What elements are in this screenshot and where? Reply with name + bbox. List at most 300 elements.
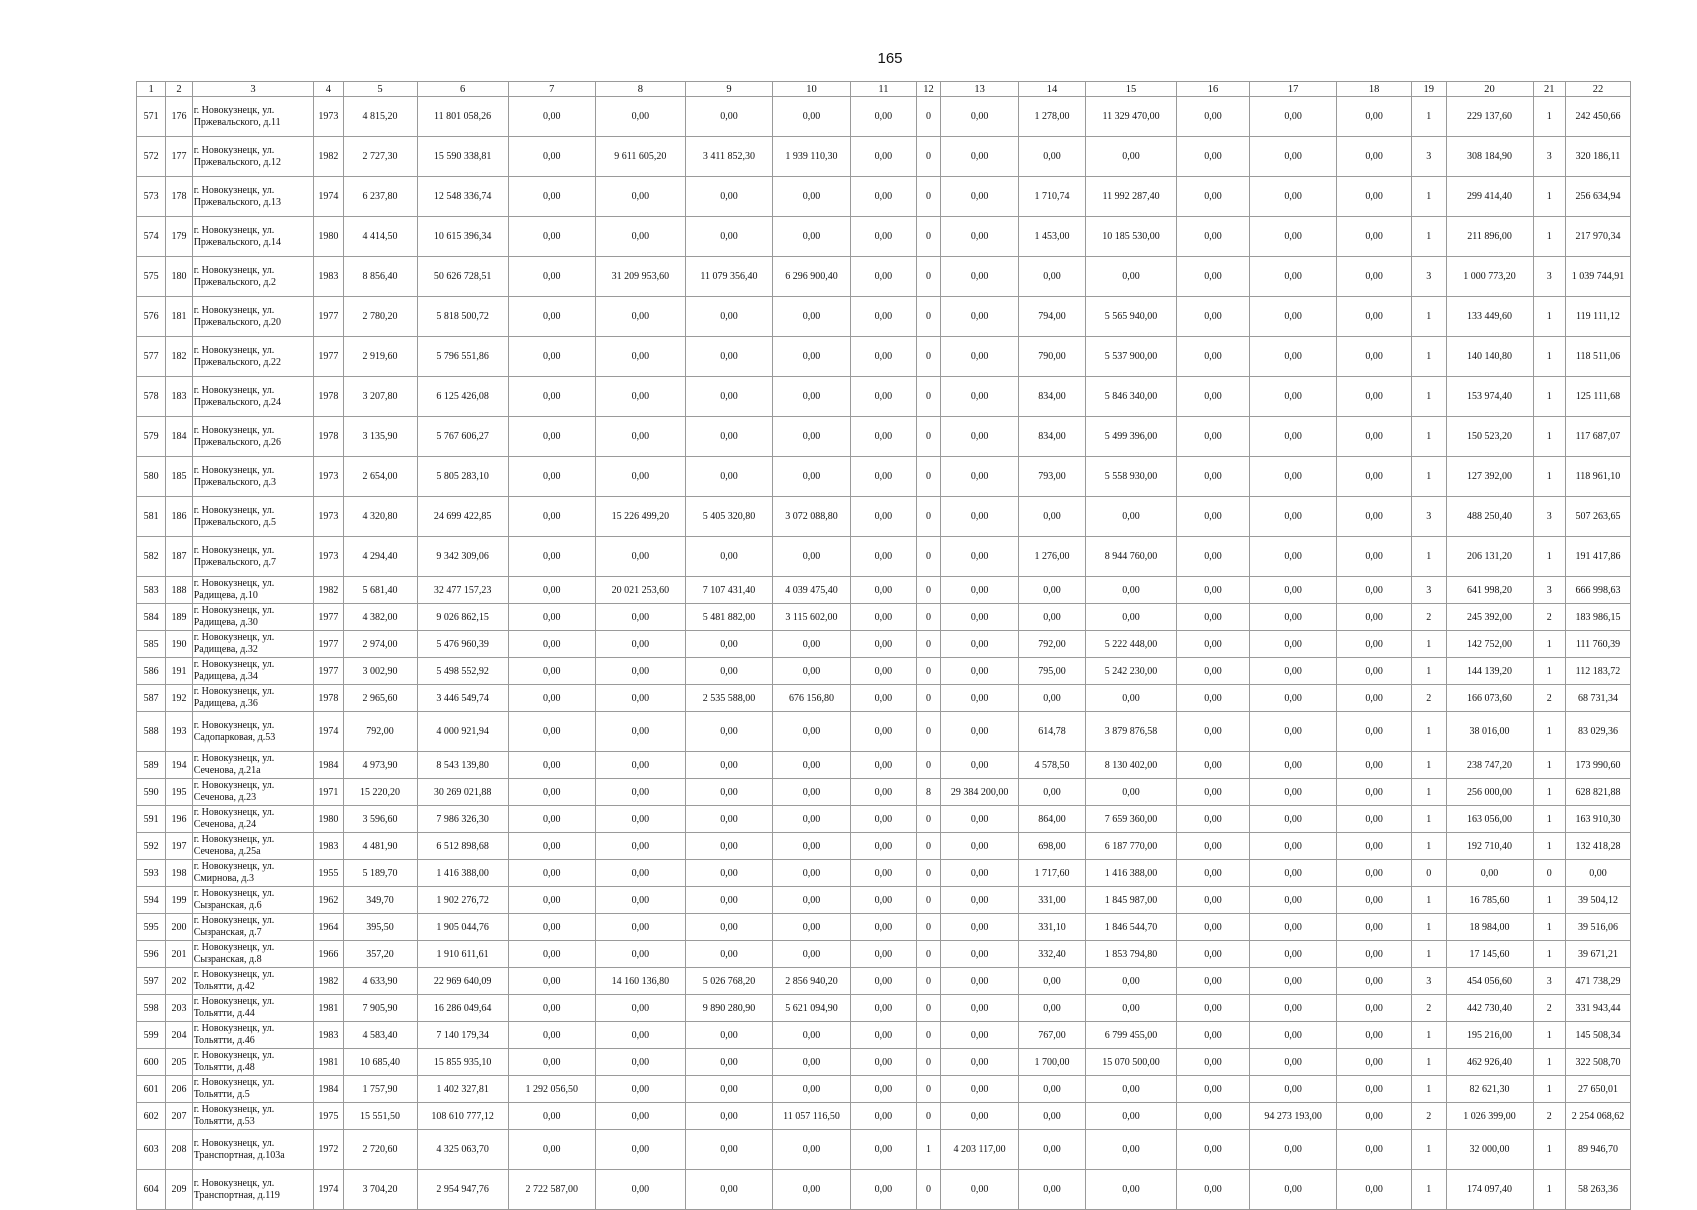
- column-header: 2: [166, 82, 192, 97]
- table-cell: 795,00: [1019, 658, 1086, 685]
- table-cell: 1: [1412, 806, 1446, 833]
- table-row: [137, 604, 1631, 631]
- table-cell: 0,00: [773, 1130, 851, 1170]
- table-cell: 8 130 402,00: [1085, 752, 1176, 779]
- table-cell: 5 846 340,00: [1085, 377, 1176, 417]
- table-row: [137, 497, 1631, 537]
- table-cell: 2: [1412, 1103, 1446, 1130]
- table-cell: 600: [137, 1049, 166, 1076]
- table-cell: 0,00: [1250, 577, 1337, 604]
- table-row: [137, 417, 1631, 457]
- table-row: [137, 941, 1631, 968]
- table-cell: 0,00: [1085, 1103, 1176, 1130]
- table-cell: 0,00: [685, 779, 772, 806]
- table-cell: 0,00: [508, 457, 595, 497]
- table-cell: 0: [916, 1103, 940, 1130]
- table-cell: 488 250,40: [1446, 497, 1533, 537]
- table-cell: 5 796 551,86: [417, 337, 508, 377]
- table-cell: 0,00: [1019, 497, 1086, 537]
- table-cell: 14 160 136,80: [595, 968, 685, 995]
- address-cell: г. Новокузнецк, ул. Пржевальского, д.7: [192, 537, 314, 577]
- table-cell: 0: [916, 658, 940, 685]
- table-cell: 3: [1533, 577, 1565, 604]
- table-cell: 1974: [314, 1170, 343, 1210]
- table-cell: 0,00: [595, 685, 685, 712]
- table-cell: 1: [1412, 297, 1446, 337]
- table-cell: 178: [166, 177, 192, 217]
- table-cell: 0,00: [850, 417, 916, 457]
- table-cell: 0,00: [1177, 97, 1250, 137]
- table-cell: 1 710,74: [1019, 177, 1086, 217]
- table-cell: 0,00: [595, 833, 685, 860]
- address-cell: г. Новокузнецк, ул. Тольятти, д.42: [192, 968, 314, 995]
- table-cell: 0,00: [595, 337, 685, 377]
- table-cell: 3: [1533, 968, 1565, 995]
- table-cell: 194: [166, 752, 192, 779]
- table-cell: 0,00: [1250, 137, 1337, 177]
- table-cell: 0,00: [1250, 995, 1337, 1022]
- table-cell: 94 273 193,00: [1250, 1103, 1337, 1130]
- table-cell: 1 278,00: [1019, 97, 1086, 137]
- table-cell: 0,00: [685, 417, 772, 457]
- table-cell: 1: [1533, 337, 1565, 377]
- table-cell: 592: [137, 833, 166, 860]
- table-cell: 331,00: [1019, 887, 1086, 914]
- table-cell: 0,00: [1085, 1076, 1176, 1103]
- table-cell: 1: [1412, 97, 1446, 137]
- table-cell: 593: [137, 860, 166, 887]
- table-cell: 1973: [314, 97, 343, 137]
- table-cell: 50 626 728,51: [417, 257, 508, 297]
- table-cell: 5 026 768,20: [685, 968, 772, 995]
- table-cell: 0,00: [850, 631, 916, 658]
- table-cell: 589: [137, 752, 166, 779]
- table-cell: 3 704,20: [343, 1170, 417, 1210]
- table-cell: 3 879 876,58: [1085, 712, 1176, 752]
- table-cell: 0,00: [850, 1022, 916, 1049]
- table-cell: 195: [166, 779, 192, 806]
- table-cell: 0,00: [1337, 1130, 1412, 1170]
- table-cell: 0,00: [850, 497, 916, 537]
- table-row: [137, 337, 1631, 377]
- table-cell: 0,00: [1177, 941, 1250, 968]
- table-cell: 576: [137, 297, 166, 337]
- table-row: [137, 257, 1631, 297]
- table-cell: 183 986,15: [1566, 604, 1631, 631]
- table-cell: 11 057 116,50: [773, 1103, 851, 1130]
- table-cell: 0,00: [773, 537, 851, 577]
- table-cell: 8 856,40: [343, 257, 417, 297]
- table-cell: 32 000,00: [1446, 1130, 1533, 1170]
- table-cell: 2: [1412, 685, 1446, 712]
- table-cell: 0,00: [1337, 752, 1412, 779]
- table-cell: 3: [1412, 257, 1446, 297]
- table-cell: 0,00: [685, 377, 772, 417]
- table-cell: 0: [916, 337, 940, 377]
- table-cell: 594: [137, 887, 166, 914]
- table-cell: 0,00: [1250, 685, 1337, 712]
- table-cell: 1955: [314, 860, 343, 887]
- table-cell: 0,00: [508, 137, 595, 177]
- table-cell: 0,00: [1337, 1170, 1412, 1210]
- table-cell: 189: [166, 604, 192, 631]
- table-cell: 1: [1533, 752, 1565, 779]
- table-cell: 0,00: [1250, 658, 1337, 685]
- table-cell: 0,00: [508, 995, 595, 1022]
- table-cell: 188: [166, 577, 192, 604]
- table-cell: 0,00: [1177, 457, 1250, 497]
- table-cell: 767,00: [1019, 1022, 1086, 1049]
- table-cell: 0,00: [1177, 497, 1250, 537]
- table-cell: 0,00: [685, 806, 772, 833]
- table-cell: 1983: [314, 257, 343, 297]
- table-cell: 0,00: [941, 1022, 1019, 1049]
- table-row: [137, 377, 1631, 417]
- table-cell: 0,00: [595, 1022, 685, 1049]
- table-cell: 0,00: [595, 658, 685, 685]
- table-cell: 2 856 940,20: [773, 968, 851, 995]
- table-cell: 0,00: [685, 658, 772, 685]
- table-cell: 1: [1412, 537, 1446, 577]
- table-cell: 2 965,60: [343, 685, 417, 712]
- table-cell: 0,00: [685, 752, 772, 779]
- table-cell: 0: [916, 806, 940, 833]
- table-row: [137, 177, 1631, 217]
- table-cell: 1980: [314, 806, 343, 833]
- table-cell: 0,00: [850, 1076, 916, 1103]
- table-cell: 0,00: [1250, 417, 1337, 457]
- table-cell: 454 056,60: [1446, 968, 1533, 995]
- table-cell: 0,00: [508, 97, 595, 137]
- column-header: 20: [1446, 82, 1533, 97]
- table-cell: 127 392,00: [1446, 457, 1533, 497]
- table-cell: 0,00: [941, 752, 1019, 779]
- table-cell: 183: [166, 377, 192, 417]
- table-cell: 2 954 947,76: [417, 1170, 508, 1210]
- table-cell: 0,00: [1250, 337, 1337, 377]
- table-cell: 1: [1533, 806, 1565, 833]
- table-row: [137, 779, 1631, 806]
- address-cell: г. Новокузнецк, ул. Радищева, д.34: [192, 658, 314, 685]
- table-cell: 4 578,50: [1019, 752, 1086, 779]
- table-cell: 1973: [314, 457, 343, 497]
- table-cell: 1982: [314, 968, 343, 995]
- table-cell: 0,00: [1337, 887, 1412, 914]
- table-cell: 1972: [314, 1130, 343, 1170]
- table-cell: 598: [137, 995, 166, 1022]
- table-cell: 177: [166, 137, 192, 177]
- table-cell: 6 799 455,00: [1085, 1022, 1176, 1049]
- table-cell: 0,00: [508, 1049, 595, 1076]
- table-cell: 0,00: [1177, 658, 1250, 685]
- table-cell: 1 757,90: [343, 1076, 417, 1103]
- table-cell: 208: [166, 1130, 192, 1170]
- table-cell: 0,00: [595, 1130, 685, 1170]
- table-cell: 0,00: [1177, 297, 1250, 337]
- table-cell: 0: [916, 537, 940, 577]
- table-cell: 0,00: [508, 377, 595, 417]
- address-cell: г. Новокузнецк, ул. Тольятти, д.5: [192, 1076, 314, 1103]
- table-cell: 0,00: [773, 97, 851, 137]
- table-cell: 0: [916, 257, 940, 297]
- table-cell: 0,00: [1085, 779, 1176, 806]
- column-header: 4: [314, 82, 343, 97]
- table-cell: 462 926,40: [1446, 1049, 1533, 1076]
- table-cell: 0,00: [1177, 1103, 1250, 1130]
- table-cell: 0,00: [850, 752, 916, 779]
- table-cell: 0: [916, 217, 940, 257]
- table-cell: 0,00: [1177, 137, 1250, 177]
- table-cell: 0,00: [595, 1170, 685, 1210]
- table-cell: 584: [137, 604, 166, 631]
- table-cell: 3: [1412, 137, 1446, 177]
- table-cell: 6 187 770,00: [1085, 833, 1176, 860]
- table-cell: 698,00: [1019, 833, 1086, 860]
- table-cell: 1981: [314, 1049, 343, 1076]
- table-cell: 0,00: [508, 887, 595, 914]
- address-cell: г. Новокузнецк, ул. Пржевальского, д.20: [192, 297, 314, 337]
- table-cell: 0,00: [685, 1022, 772, 1049]
- table-cell: 4 325 063,70: [417, 1130, 508, 1170]
- table-cell: 0,00: [1446, 860, 1533, 887]
- table-cell: 10 685,40: [343, 1049, 417, 1076]
- table-cell: 0,00: [1250, 860, 1337, 887]
- table-cell: 185: [166, 457, 192, 497]
- table-cell: 0,00: [1250, 604, 1337, 631]
- table-cell: 0,00: [685, 177, 772, 217]
- table-cell: 1: [1533, 457, 1565, 497]
- table-cell: 133 449,60: [1446, 297, 1533, 337]
- table-cell: 217 970,34: [1566, 217, 1631, 257]
- table-cell: 0,00: [1250, 1022, 1337, 1049]
- table-cell: 205: [166, 1049, 192, 1076]
- table-cell: 0,00: [508, 752, 595, 779]
- table-cell: 0,00: [773, 377, 851, 417]
- table-cell: 3 002,90: [343, 658, 417, 685]
- table-cell: 0,00: [850, 860, 916, 887]
- table-cell: 1983: [314, 833, 343, 860]
- table-cell: 0,00: [941, 631, 1019, 658]
- table-cell: 144 139,20: [1446, 658, 1533, 685]
- table-row: [137, 806, 1631, 833]
- table-cell: 1977: [314, 337, 343, 377]
- table-cell: 0: [916, 497, 940, 537]
- table-cell: 3: [1412, 577, 1446, 604]
- table-cell: 603: [137, 1130, 166, 1170]
- table-cell: 176: [166, 97, 192, 137]
- table-cell: 7 986 326,30: [417, 806, 508, 833]
- table-cell: 1977: [314, 604, 343, 631]
- table-cell: 6 296 900,40: [773, 257, 851, 297]
- table-cell: 0,00: [685, 537, 772, 577]
- table-cell: 0,00: [685, 1076, 772, 1103]
- address-cell: г. Новокузнецк, ул. Радищева, д.30: [192, 604, 314, 631]
- table-cell: 0,00: [941, 97, 1019, 137]
- table-cell: 1982: [314, 137, 343, 177]
- table-cell: 0: [916, 377, 940, 417]
- table-row: [137, 968, 1631, 995]
- table-row: [137, 137, 1631, 177]
- table-cell: 0,00: [1337, 806, 1412, 833]
- table-cell: 118 961,10: [1566, 457, 1631, 497]
- table-cell: 0,00: [850, 806, 916, 833]
- table-cell: 5 767 606,27: [417, 417, 508, 457]
- table-cell: 1966: [314, 941, 343, 968]
- table-cell: 0,00: [685, 1170, 772, 1210]
- table-cell: 1982: [314, 577, 343, 604]
- table-row: [137, 217, 1631, 257]
- table-cell: 0,00: [1085, 604, 1176, 631]
- table-cell: 0,00: [685, 457, 772, 497]
- table-cell: 0,00: [508, 1022, 595, 1049]
- table-cell: 0,00: [850, 914, 916, 941]
- table-cell: 187: [166, 537, 192, 577]
- table-cell: 0,00: [850, 177, 916, 217]
- table-cell: 1 905 044,76: [417, 914, 508, 941]
- table-cell: 238 747,20: [1446, 752, 1533, 779]
- register-table: [136, 81, 1631, 1210]
- table-cell: 0: [916, 97, 940, 137]
- table-cell: 471 738,29: [1566, 968, 1631, 995]
- table-cell: 0,00: [941, 577, 1019, 604]
- table-cell: 15 220,20: [343, 779, 417, 806]
- table-cell: 163 056,00: [1446, 806, 1533, 833]
- table-cell: 0,00: [595, 1076, 685, 1103]
- table-cell: 2: [1533, 1103, 1565, 1130]
- table-cell: 0,00: [1250, 1130, 1337, 1170]
- table-cell: 0,00: [1177, 377, 1250, 417]
- table-cell: 0,00: [941, 712, 1019, 752]
- table-cell: 1978: [314, 417, 343, 457]
- table-cell: 0,00: [508, 177, 595, 217]
- address-cell: г. Новокузнецк, ул. Садопарковая, д.53: [192, 712, 314, 752]
- address-cell: г. Новокузнецк, ул. Радищева, д.32: [192, 631, 314, 658]
- table-cell: 0,00: [685, 887, 772, 914]
- table-cell: 5 621 094,90: [773, 995, 851, 1022]
- table-cell: 0,00: [773, 177, 851, 217]
- table-cell: 0,00: [773, 1049, 851, 1076]
- table-cell: 209: [166, 1170, 192, 1210]
- address-cell: г. Новокузнецк, ул. Пржевальского, д.3: [192, 457, 314, 497]
- table-cell: 5 498 552,92: [417, 658, 508, 685]
- table-cell: 357,20: [343, 941, 417, 968]
- table-cell: 0: [916, 177, 940, 217]
- table-cell: 9 026 862,15: [417, 604, 508, 631]
- table-cell: 332,40: [1019, 941, 1086, 968]
- table-cell: 186: [166, 497, 192, 537]
- table-row: [137, 887, 1631, 914]
- table-cell: 0,00: [773, 297, 851, 337]
- table-cell: 2 654,00: [343, 457, 417, 497]
- table-cell: 0,00: [1250, 1049, 1337, 1076]
- table-cell: 3: [1412, 968, 1446, 995]
- table-row: [137, 577, 1631, 604]
- table-cell: 8 944 760,00: [1085, 537, 1176, 577]
- table-cell: 0,00: [941, 217, 1019, 257]
- table-cell: 5 481 882,00: [685, 604, 772, 631]
- table-cell: 1: [1533, 1049, 1565, 1076]
- table-cell: 5 405 320,80: [685, 497, 772, 537]
- table-cell: 0,00: [1177, 604, 1250, 631]
- table-cell: 793,00: [1019, 457, 1086, 497]
- table-cell: 0,00: [850, 887, 916, 914]
- table-cell: 7 107 431,40: [685, 577, 772, 604]
- table-cell: 0,00: [1337, 1103, 1412, 1130]
- table-cell: 579: [137, 417, 166, 457]
- table-cell: 195 216,00: [1446, 1022, 1533, 1049]
- table-cell: 666 998,63: [1566, 577, 1631, 604]
- table-cell: 0,00: [1337, 257, 1412, 297]
- table-cell: 0,00: [850, 658, 916, 685]
- table-cell: 0,00: [1019, 995, 1086, 1022]
- table-cell: 1: [1412, 779, 1446, 806]
- table-cell: 256 634,94: [1566, 177, 1631, 217]
- table-cell: 5 222 448,00: [1085, 631, 1176, 658]
- table-cell: 0,00: [595, 941, 685, 968]
- table-cell: 31 209 953,60: [595, 257, 685, 297]
- table-cell: 1973: [314, 497, 343, 537]
- table-cell: 27 650,01: [1566, 1076, 1631, 1103]
- table-cell: 0,00: [941, 137, 1019, 177]
- table-cell: 0,00: [1177, 1130, 1250, 1170]
- table-cell: 0,00: [773, 658, 851, 685]
- table-cell: 580: [137, 457, 166, 497]
- table-cell: 7 140 179,34: [417, 1022, 508, 1049]
- address-cell: г. Новокузнецк, ул. Пржевальского, д.26: [192, 417, 314, 457]
- column-header: 16: [1177, 82, 1250, 97]
- table-cell: 1 416 388,00: [1085, 860, 1176, 887]
- table-cell: 4 382,00: [343, 604, 417, 631]
- table-cell: 0,00: [941, 685, 1019, 712]
- table-cell: 17 145,60: [1446, 941, 1533, 968]
- table-cell: 0,00: [595, 604, 685, 631]
- table-cell: 0: [1412, 860, 1446, 887]
- address-cell: г. Новокузнецк, ул. Смирнова, д.3: [192, 860, 314, 887]
- table-cell: 58 263,36: [1566, 1170, 1631, 1210]
- table-cell: 1: [1533, 1076, 1565, 1103]
- table-cell: 10 185 530,00: [1085, 217, 1176, 257]
- table-cell: 0,00: [1177, 752, 1250, 779]
- column-header: 3: [192, 82, 314, 97]
- table-cell: 0,00: [1337, 860, 1412, 887]
- table-cell: 0,00: [1177, 631, 1250, 658]
- table-cell: 0,00: [1337, 658, 1412, 685]
- table-cell: 0,00: [1177, 1170, 1250, 1210]
- table-cell: 0,00: [773, 833, 851, 860]
- table-cell: 3: [1533, 257, 1565, 297]
- table-cell: 0,00: [850, 685, 916, 712]
- table-cell: 206: [166, 1076, 192, 1103]
- table-cell: 198: [166, 860, 192, 887]
- table-cell: 1: [1412, 1049, 1446, 1076]
- table-cell: 1: [1412, 337, 1446, 377]
- table-cell: 320 186,11: [1566, 137, 1631, 177]
- table-cell: 5 189,70: [343, 860, 417, 887]
- table-cell: 0,00: [1250, 779, 1337, 806]
- table-cell: 0,00: [508, 806, 595, 833]
- table-cell: 0,00: [508, 968, 595, 995]
- table-cell: 1977: [314, 297, 343, 337]
- address-cell: г. Новокузнецк, ул. Сызранская, д.6: [192, 887, 314, 914]
- table-cell: 4 583,40: [343, 1022, 417, 1049]
- table-cell: 112 183,72: [1566, 658, 1631, 685]
- table-cell: 0,00: [1019, 1130, 1086, 1170]
- table-cell: 0,00: [1085, 1170, 1176, 1210]
- table-cell: 0,00: [850, 779, 916, 806]
- table-cell: 1 939 110,30: [773, 137, 851, 177]
- table-cell: 0,00: [508, 537, 595, 577]
- table-cell: 0,00: [508, 337, 595, 377]
